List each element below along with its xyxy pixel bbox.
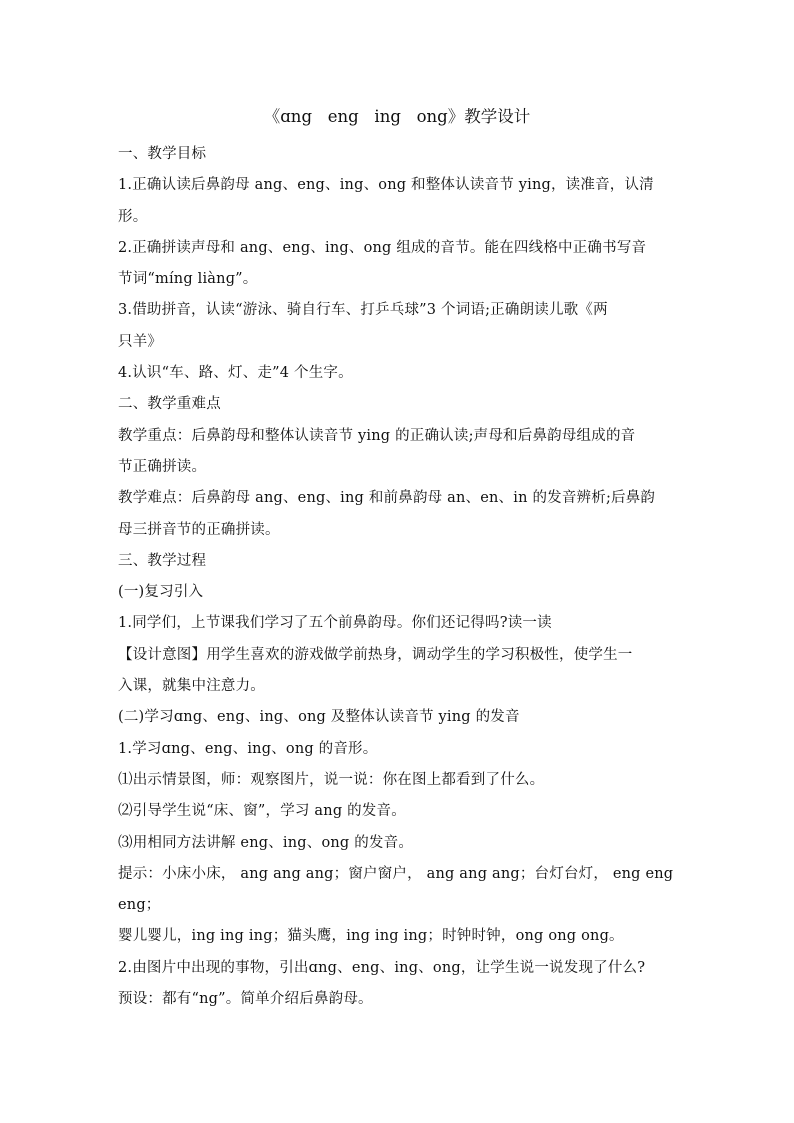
goal-2-line-2: 节词“míng liànɡ”。 <box>118 271 258 288</box>
heading-teaching-process: 三、教学过程 <box>118 552 207 569</box>
hint-line-2: eng； <box>118 897 161 914</box>
document-body <box>118 139 676 1015</box>
goal-3-line-2: 只羊》 <box>118 333 163 350</box>
key-point-line-2: 节正确拼读。 <box>118 458 207 475</box>
heading-teaching-goals: 一、教学目标 <box>118 146 207 162</box>
learn-substep-3: ⑶用相同方法讲解 eng、ing、ong 的发音。 <box>118 834 414 851</box>
subheading-review: (一)复习引入 <box>118 584 204 601</box>
learn-substep-1: ⑴出示情景图，师：观察图片，说一说：你在图上都看到了什么。 <box>118 771 545 788</box>
preset-answer: 预设：都有“ng”。简单介绍后鼻韵母。 <box>118 991 373 1008</box>
hint-line-1: 提示：小床小床， ang ang ang；窗户窗户， ang ang ang；台灯台灯， eng eng <box>118 865 674 882</box>
goal-1-line-2: 形。 <box>118 208 148 225</box>
difficult-point-line-1: 教学难点：后鼻韵母 ang、eng、ing 和前鼻韵母 an、en、in 的发音辨析;后鼻韵 <box>118 490 656 507</box>
document-page <box>118 103 676 1015</box>
review-step-1: 1.同学们，上节课我们学习了五个前鼻韵母。你们还记得吗?读一读 <box>118 615 552 632</box>
goal-3-line-1: 3.借助拼音，认读“游泳、骑自行车、打乒乓球”3 个词语;正确朗读儿歌《两 <box>118 302 608 319</box>
goal-2-line-1: 2.正确拼读声母和 ang、eng、ing、ong 组成的音节。能在四线格中正确书写音 <box>118 239 647 256</box>
subheading-learn-pronunciation: (二)学习ɑng、eng、ing、ong 及整体认读音节 ying 的发音 <box>118 709 520 726</box>
document-title: 《ɑng eng ing ong》教学设计 <box>263 107 531 126</box>
key-point-line-1: 教学重点：后鼻韵母和整体认读音节 ying 的正确认读;声母和后鼻韵母组成的音 <box>118 427 636 444</box>
learn-step-1: 1.学习ɑng、eng、ing、ong 的音形。 <box>118 740 378 757</box>
goal-4: 4.认识“车、路、灯、走”4 个生字。 <box>118 365 353 382</box>
design-intent-line-2: 入课，就集中注意力。 <box>118 678 265 695</box>
design-intent-line-1: 【设计意图】用学生喜欢的游戏做学前热身，调动学生的学习积极性，使学生一 <box>118 646 633 663</box>
difficult-point-line-2: 母三拼音节的正确拼读。 <box>118 521 280 538</box>
learn-substep-2: ⑵引导学生说“床、窗”，学习 ang 的发音。 <box>118 803 406 820</box>
heading-key-difficult-points: 二、教学重难点 <box>118 396 221 413</box>
hint-line-3: 婴儿婴儿，ing ing ing；猫头鹰，ing ing ing；时钟时钟，ong ong ong。 <box>118 928 624 945</box>
goal-1-line-1: 1.正确认读后鼻韵母 ang、eng、ing、ong 和整体认读音节 ying，读准音，认清 <box>118 177 654 194</box>
learn-step-2: 2.由图片中出现的事物，引出ɑng、eng、ing、ong，让学生说一说发现了什么? <box>118 959 646 976</box>
